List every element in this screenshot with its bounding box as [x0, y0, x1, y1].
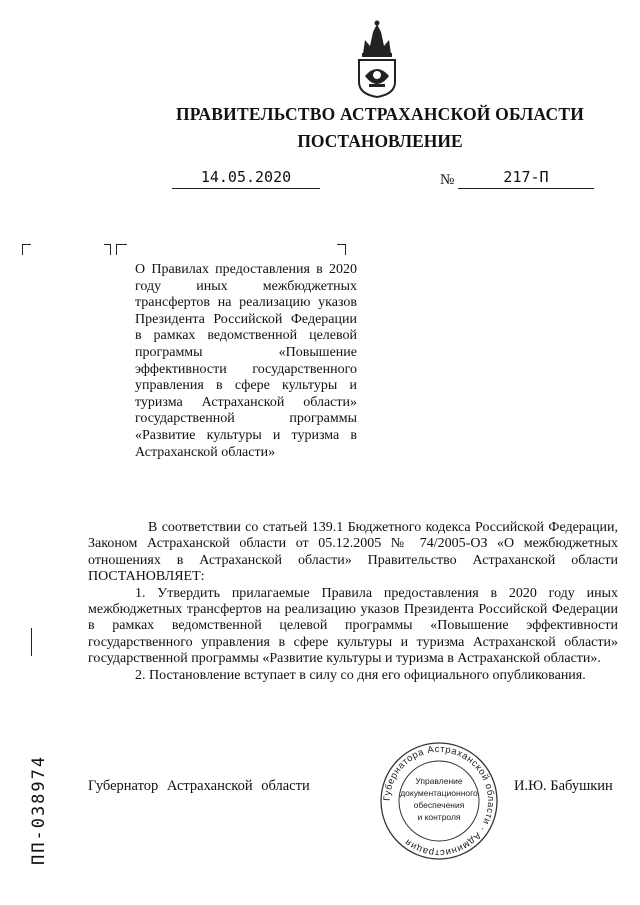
number-sign: №	[440, 172, 455, 188]
item-1-paragraph: 1. Утвердить прилагаемые Правила предоставления в 2020 году иных межбюджетных трансфертов на реализацию указов Президента Российской Федерации в рамках ведомственной целевой программы «Повышение эффективности государственного управления в сфере культуры и туризма Астраханской области» государственной программы «Развитие культуры и туризма в Астраханской области».	[88, 585, 618, 667]
document-body	[88, 520, 618, 684]
signatory-title: Губернатор Астраханской области	[88, 778, 310, 794]
stamp-line-1: Управление	[415, 776, 463, 786]
corner-mark	[116, 244, 127, 255]
document-type: ПОСТАНОВЛЕНИЕ	[297, 131, 463, 151]
document-number: 217-П	[503, 168, 549, 186]
government-title: ПРАВИТЕЛЬСТВО АСТРАХАНСКОЙ ОБЛАСТИ	[175, 104, 585, 124]
corner-mark	[22, 244, 31, 255]
document-date: 14.05.2020	[200, 168, 292, 186]
signatory-name: И.Ю. Бабушкин	[514, 778, 613, 794]
official-stamp	[378, 740, 500, 862]
corner-mark	[104, 244, 111, 255]
corner-mark	[337, 244, 346, 255]
stamp-line-3: обеспечения	[413, 800, 465, 810]
stamp-line-4: и контроля	[417, 812, 461, 822]
side-serial	[14, 715, 49, 865]
document-subject: О Правилах предоставления в 2020 году иных межбюджетных трансфертов на реализацию указов Президента Российской Федерации в рамках ведомственной целевой программы «Повышение эффективности государственного управления в сфере культуры и туризма Астраханской области» государственной программы «Развитие культуры и туризма в Астраханской области»	[135, 262, 357, 460]
stamp-line-2: документационного	[400, 788, 478, 798]
side-divider	[31, 628, 32, 656]
serial-number: ПП-038974	[29, 754, 49, 865]
preamble-paragraph: В соответствии со статьей 139.1 Бюджетного кодекса Российской Федерации, Законом Астраханской области от 05.12.2005 № 74/2005-ОЗ «О межбюджетных отношениях в Астраханской области» Правительство Астраханской области ПОСТАНОВЛЯЕТ:	[88, 520, 618, 585]
stamp-outer-text: Губернатора Астраханской области · Администрация	[381, 743, 497, 859]
coat-of-arms-icon	[353, 18, 401, 98]
item-2-paragraph: 2. Постановление вступает в силу со дня его официального опубликования.	[135, 667, 586, 683]
